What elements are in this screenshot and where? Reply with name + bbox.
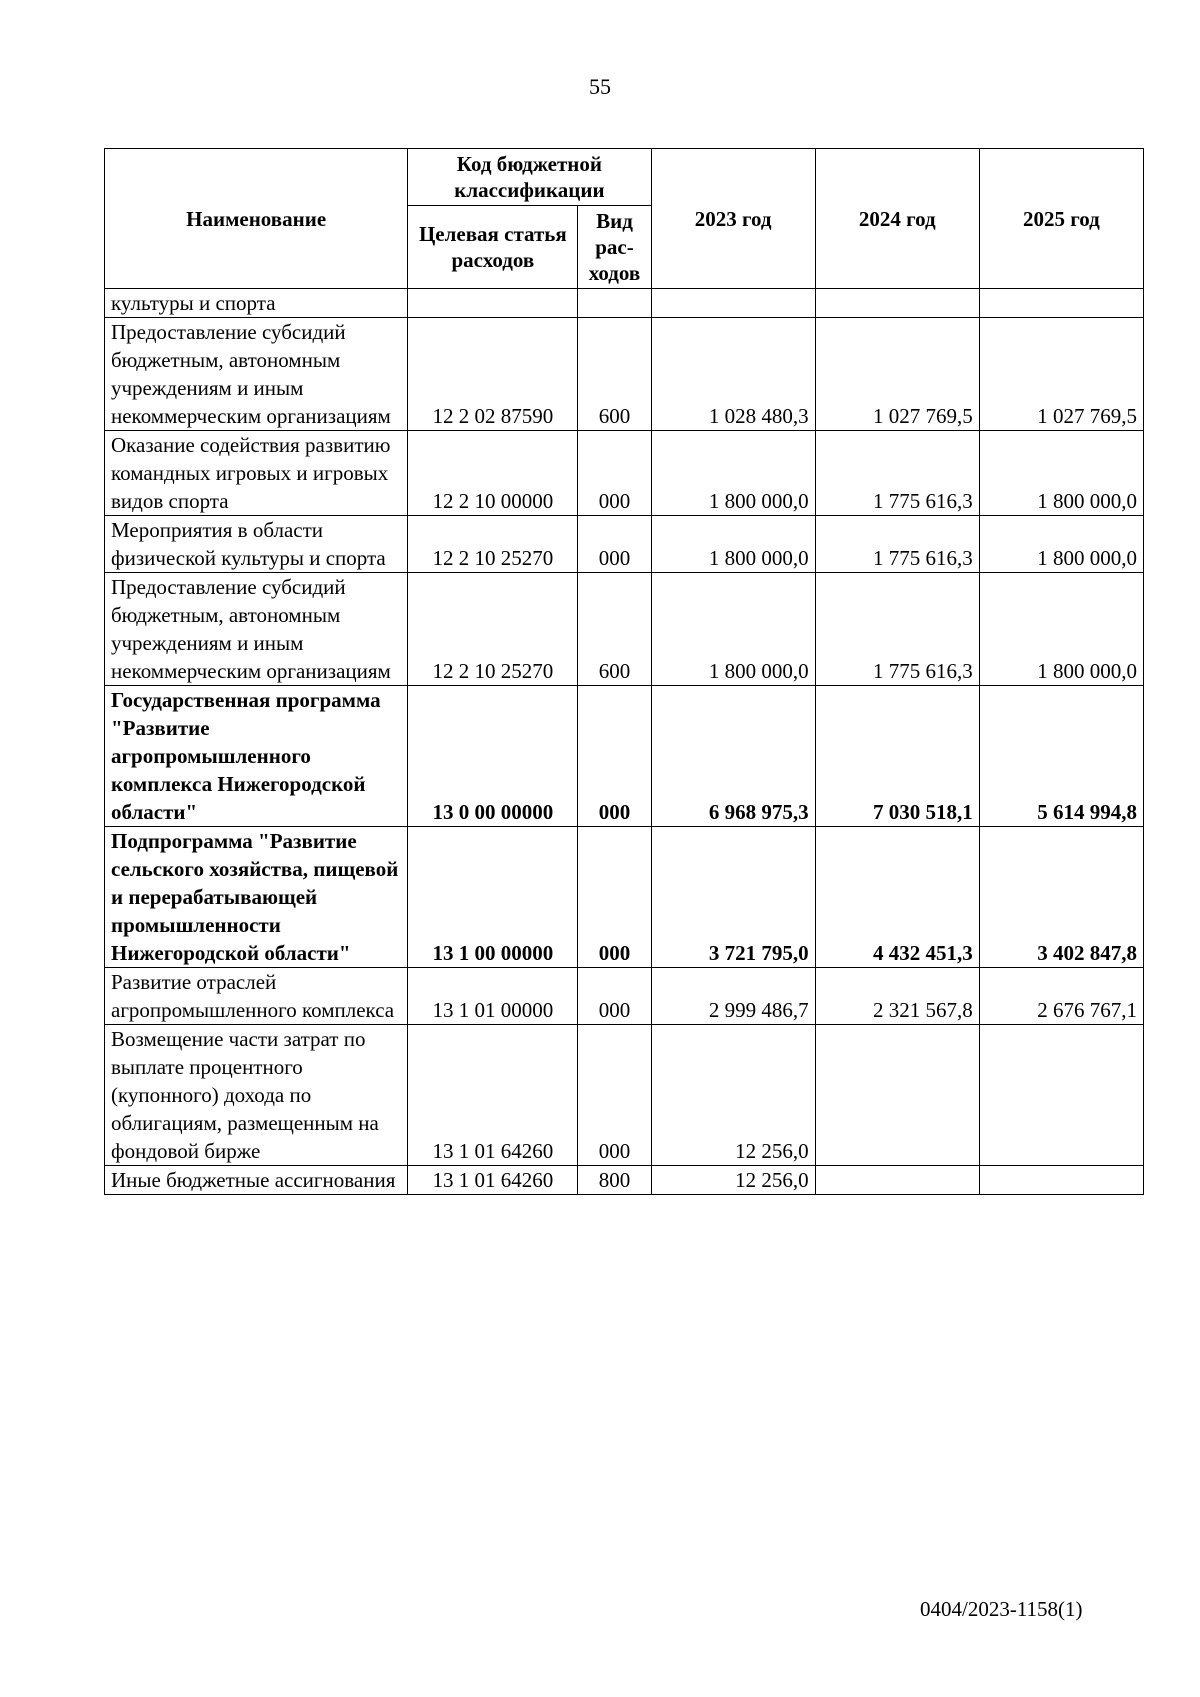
- row-name: Развитие отраслей агропромышленного комплекса: [105, 968, 408, 1025]
- row-value-2025: [979, 1025, 1143, 1166]
- table-header: [105, 149, 1144, 289]
- row-value-2025: 1 800 000,0: [979, 431, 1143, 516]
- row-value-2024: 1 775 616,3: [815, 431, 979, 516]
- row-value-2023: 1 800 000,0: [651, 516, 815, 573]
- row-value-2023: 2 999 486,7: [651, 968, 815, 1025]
- row-expense-type: 000: [578, 431, 651, 516]
- row-expense-type: 600: [578, 573, 651, 686]
- row-value-2025: 2 676 767,1: [979, 968, 1143, 1025]
- row-value-2025: [979, 1166, 1143, 1195]
- row-value-2024: 1 775 616,3: [815, 573, 979, 686]
- row-name: Подпрограмма "Развитие сельского хозяйства, пищевой и перерабатывающей промышленности Нижегородской области": [105, 827, 408, 968]
- row-expense-type: 000: [578, 686, 651, 827]
- row-value-2024: 1 027 769,5: [815, 318, 979, 431]
- header-name: Наименование: [105, 149, 408, 289]
- row-target-article: 12 2 10 00000: [408, 431, 578, 516]
- row-value-2025: 5 614 994,8: [979, 686, 1143, 827]
- row-value-2025: 1 800 000,0: [979, 516, 1143, 573]
- row-value-2025: [979, 289, 1143, 318]
- row-target-article: 13 1 01 00000: [408, 968, 578, 1025]
- row-target-article: 13 0 00 00000: [408, 686, 578, 827]
- row-value-2023: 12 256,0: [651, 1025, 815, 1166]
- row-name: Предоставление субсидий бюджетным, автономным учреждениям и иным некоммерческим организациям: [105, 573, 408, 686]
- row-name: Мероприятия в области физической культуры и спорта: [105, 516, 408, 573]
- row-target-article: [408, 289, 578, 318]
- row-name: Предоставление субсидий бюджетным, автономным учреждениям и иным некоммерческим организациям: [105, 318, 408, 431]
- row-name: Государственная программа "Развитие агропромышленного комплекса Нижегородской области": [105, 686, 408, 827]
- table-row: [105, 516, 1144, 573]
- row-expense-type: [578, 289, 651, 318]
- row-value-2023: 6 968 975,3: [651, 686, 815, 827]
- row-name: Иные бюджетные ассигнования: [105, 1166, 408, 1195]
- table-row: [105, 686, 1144, 827]
- table-row: [105, 1025, 1144, 1166]
- row-value-2024: 1 775 616,3: [815, 516, 979, 573]
- table-row: [105, 289, 1144, 318]
- table-body: [105, 289, 1144, 1195]
- row-value-2025: 1 027 769,5: [979, 318, 1143, 431]
- row-value-2023: 12 256,0: [651, 1166, 815, 1195]
- row-value-2024: 4 432 451,3: [815, 827, 979, 968]
- header-2024: 2024 год: [815, 149, 979, 289]
- row-value-2023: 3 721 795,0: [651, 827, 815, 968]
- row-target-article: 12 2 02 87590: [408, 318, 578, 431]
- row-value-2023: 1 028 480,3: [651, 318, 815, 431]
- header-expense-type: Вид рас- ходов: [578, 206, 651, 289]
- row-expense-type: 000: [578, 516, 651, 573]
- row-target-article: 13 1 01 64260: [408, 1166, 578, 1195]
- table-row: [105, 431, 1144, 516]
- row-target-article: 13 1 01 64260: [408, 1025, 578, 1166]
- row-value-2023: 1 800 000,0: [651, 573, 815, 686]
- table-row: [105, 318, 1144, 431]
- row-value-2024: 7 030 518,1: [815, 686, 979, 827]
- document-code: 0404/2023-1158(1): [920, 1597, 1083, 1621]
- table-row: [105, 827, 1144, 968]
- table-row: [105, 968, 1144, 1025]
- row-value-2024: 2 321 567,8: [815, 968, 979, 1025]
- row-value-2024: [815, 1166, 979, 1195]
- row-target-article: 12 2 10 25270: [408, 573, 578, 686]
- row-expense-type: 600: [578, 318, 651, 431]
- budget-table: [104, 148, 1144, 1195]
- row-value-2024: [815, 1025, 979, 1166]
- row-target-article: 13 1 00 00000: [408, 827, 578, 968]
- row-value-2025: 3 402 847,8: [979, 827, 1143, 968]
- row-value-2023: [651, 289, 815, 318]
- table-row: [105, 1166, 1144, 1195]
- row-name: Возмещение части затрат по выплате процентного (купонного) дохода по облигациям, размещенным на фондовой бирже: [105, 1025, 408, 1166]
- header-2025: 2025 год: [979, 149, 1143, 289]
- header-code-group: Код бюджетной классификации: [408, 149, 651, 206]
- row-name: Оказание содействия развитию командных игровых и игровых видов спорта: [105, 431, 408, 516]
- row-expense-type: 000: [578, 968, 651, 1025]
- row-expense-type: 000: [578, 827, 651, 968]
- row-value-2023: 1 800 000,0: [651, 431, 815, 516]
- row-expense-type: 000: [578, 1025, 651, 1166]
- row-value-2024: [815, 289, 979, 318]
- header-target-article: Целевая статья расходов: [408, 206, 578, 289]
- row-target-article: 12 2 10 25270: [408, 516, 578, 573]
- row-value-2025: 1 800 000,0: [979, 573, 1143, 686]
- table-row: [105, 573, 1144, 686]
- row-name: культуры и спорта: [105, 289, 408, 318]
- page-number: 55: [589, 74, 611, 99]
- row-expense-type: 800: [578, 1166, 651, 1195]
- header-2023: 2023 год: [651, 149, 815, 289]
